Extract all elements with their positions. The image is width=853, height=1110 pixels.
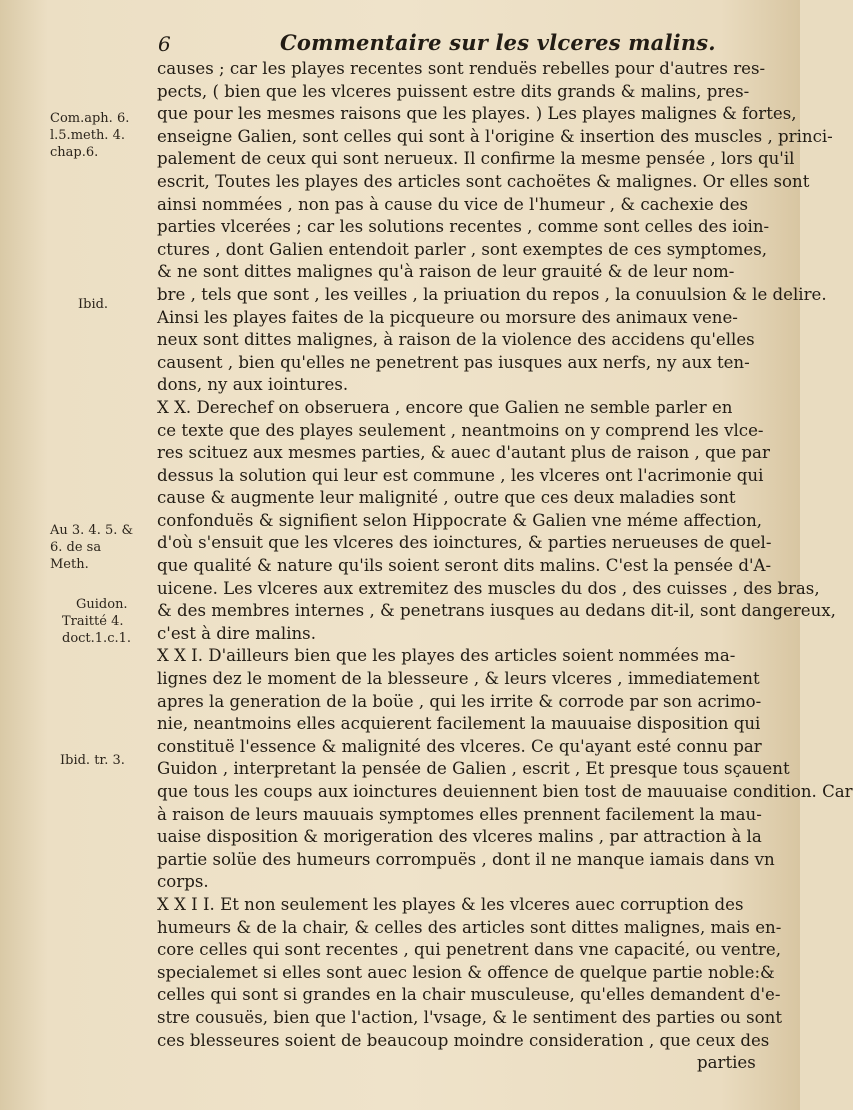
margin-note: Traitté 4. — [62, 614, 124, 629]
text-line: cause & augmente leur malignité , outre que ces deux maladies sont — [157, 488, 736, 508]
text-line: specialemet si elles sont auec lesion & offence de quelque partie noble:& — [157, 962, 775, 982]
text-line: humeurs & de la chair, & celles des articles sont dittes malignes, mais en- — [157, 917, 782, 937]
text-line: apres la generation de la boüe , qui les irrite & corrode par son acrimo- — [157, 691, 762, 711]
text-line: causes ; car les playes recentes sont renduës rebelles pour d'autres res- — [157, 59, 766, 78]
text-line: & ne sont dittes malignes qu'à raison de leur grauité & de leur nom- — [157, 262, 735, 282]
text-line: neux sont dittes malignes, à raison de la violence des accidens qu'elles — [157, 330, 755, 350]
text-line: que qualité & nature qu'ils soient seront dits malins. C'est la pensée d'A- — [157, 556, 772, 576]
text-line: & des membres internes , & penetrans iusques au dedans dit-il, sont dangereux, — [157, 601, 836, 621]
text-line: uicene. Les vlceres aux extremitez des muscles du dos , des cuisses , des bras, — [157, 578, 820, 598]
margin-note: l.5.meth. 4. — [50, 128, 125, 143]
text-line: X X I. D'ailleurs bien que les playes des articles soient nommées ma- — [157, 646, 736, 666]
text-line: corps. — [157, 872, 209, 892]
text-line: celles qui sont si grandes en la chair musculeuse, qu'elles demandent d'e- — [157, 985, 781, 1005]
text-line: res scituez aux mesmes parties, & auec d'autant plus de raison , que par — [157, 443, 770, 463]
text-line: X X I I. Et non seulement les playes & les vlceres auec corruption des — [157, 894, 744, 914]
text-line: confonduës & signifient selon Hippocrate & Galien vne méme affection, — [157, 510, 763, 530]
text-line: d'où s'ensuit que les vlceres des ioinctures, & parties nerueuses de quel- — [157, 533, 772, 553]
margin-note: Ibid. — [78, 297, 109, 312]
running-title: Commentaire sur les vlceres malins. — [280, 30, 716, 55]
text-line: ces blesseures soient de beaucoup moindre consideration , que ceux des — [157, 1030, 770, 1050]
margin-note: Meth. — [50, 557, 89, 572]
text-line: ctures , dont Galien entendoit parler , sont exemptes de ces symptomes, — [157, 239, 768, 259]
text-line: parties vlcerées ; car les solutions recentes , comme sont celles des ioin- — [157, 217, 770, 237]
margin-note: Au 3. 4. 5. & — [50, 523, 134, 538]
text-line: bre , tels que sont , les veilles , la priuation du repos , la conuulsion & le delire. — [157, 284, 827, 304]
text-line: à raison de leurs mauuais symptomes elles prennent facilement la mau- — [157, 804, 762, 824]
text-line: dons, ny aux iointures. — [157, 375, 349, 395]
text-line: palement de ceux qui sont nerueux. Il confirme la mesme pensée , lors qu'il — [157, 149, 795, 169]
page-number: 6 — [158, 32, 171, 56]
margin-note: Guidon. — [76, 597, 128, 612]
text-line: nie, neantmoins elles acquierent facilement la mauuaise disposition qui — [157, 714, 761, 734]
margin-note: 6. de sa — [50, 540, 102, 555]
text-line: ce texte que des playes seulement , neantmoins on y comprend les vlce- — [157, 420, 764, 440]
text-line: causent , bien qu'elles ne penetrent pas iusques aux nerfs, ny aux ten- — [157, 352, 750, 372]
text-line: dessus la solution qui leur est commune , les vlceres ont l'acrimonie qui — [157, 465, 764, 485]
margin-note: Ibid. tr. 3. — [60, 753, 125, 768]
text-line: Guidon , interpretant la pensée de Galien , escrit , Et presque tous sçauent — [157, 759, 790, 779]
text-line: enseigne Galien, sont celles qui sont à l'origine & insertion des muscles , princi- — [157, 126, 833, 146]
text-line: escrit, Toutes les playes des articles sont cachoëtes & malignes. Or elles sont — [157, 171, 810, 191]
text-line: ainsi nommées , non pas à cause du vice de l'humeur , & cachexie des — [157, 194, 749, 214]
catchword: parties — [697, 1053, 756, 1073]
text-line: uaise disposition & morigeration des vlceres malins , par attraction à la — [157, 827, 762, 847]
text-line: core celles qui sont recentes , qui penetrent dans vne capacité, ou ventre, — [157, 940, 781, 960]
text-line: pects, ( bien que les vlceres puissent estre dits grands & malins, pres- — [157, 81, 750, 101]
text-line: X X. Derechef on obseruera , encore que Galien ne semble parler en — [157, 397, 733, 417]
text-line: lignes dez le moment de la blesseure , & leurs vlceres , immediatement — [157, 669, 760, 689]
page-header — [150, 28, 790, 58]
margin-note: Com.aph. 6. — [50, 111, 130, 126]
text-line: stre cousuës, bien que l'action, l'vsage, & le sentiment des parties ou sont — [157, 1007, 782, 1027]
text-line: c'est à dire malins. — [157, 623, 316, 643]
body-text — [157, 58, 853, 1075]
margin-note: doct.1.c.1. — [62, 631, 132, 646]
text-line: constituë l'essence & malignité des vlceres. Ce qu'ayant esté connu par — [157, 736, 762, 756]
text-line: partie solüe des humeurs corrompuës , dont il ne manque iamais dans vn — [157, 849, 775, 869]
text-line: que pour les mesmes raisons que les playes. ) Les playes malignes & fortes, — [157, 104, 797, 124]
text-line: que tous les coups aux ioinctures deuiennent bien tost de mauuaise condition. Car — [157, 782, 853, 801]
margin-note: chap.6. — [50, 145, 99, 160]
text-line: Ainsi les playes faites de la picqueure ou morsure des animaux vene- — [157, 307, 738, 327]
